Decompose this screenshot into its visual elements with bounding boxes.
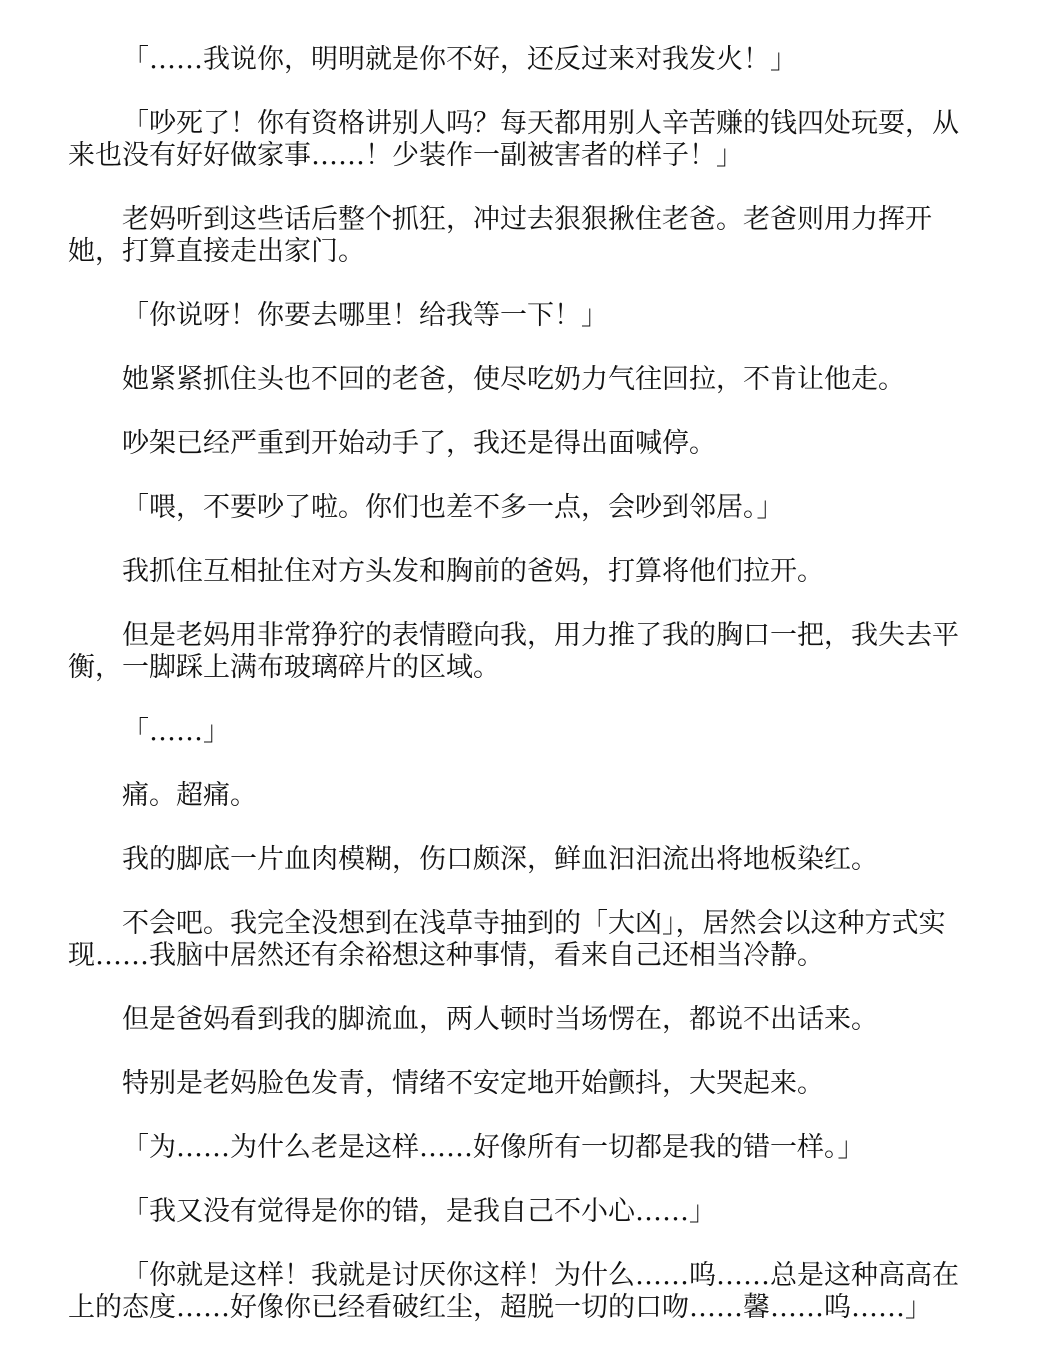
paragraph: 「我又没有觉得是你的错，是我自己不小心……」 xyxy=(122,1196,716,1227)
paragraph: 吵架已经严重到开始动手了，我还是得出面喊停。 xyxy=(122,428,716,459)
paragraph: 她紧紧抓住头也不回的老爸，使尽吃奶力气往回拉，不肯让他走。 xyxy=(122,364,905,395)
paragraph: 我的脚底一片血肉模糊，伤口颇深，鲜血汩汩流出将地板染红。 xyxy=(122,844,878,875)
paragraph: 我抓住互相扯住对方头发和胸前的爸妈，打算将他们拉开。 xyxy=(122,556,824,587)
paragraph: 但是爸妈看到我的脚流血，两人顿时当场愣在，都说不出话来。 xyxy=(122,1004,878,1035)
paragraph: 「喂，不要吵了啦。你们也差不多一点，会吵到邻居。」 xyxy=(122,492,784,523)
paragraph: 老妈听到这些话后整个抓狂，冲过去狠狠揪住老爸。老爸则用力挥开她，打算直接走出家门。 xyxy=(68,204,932,267)
body-text xyxy=(68,44,980,1356)
paragraph: 「吵死了！你有资格讲别人吗？每天都用别人辛苦赚的钱四处玩耍，从来也没有好好做家事……！少装作一副被害者的样子！」 xyxy=(68,108,959,171)
paragraph: 「……」 xyxy=(122,716,230,747)
paragraph: 「你说呀！你要去哪里！给我等一下！」 xyxy=(122,300,608,331)
paragraph: 但是老妈用非常狰狞的表情瞪向我，用力推了我的胸口一把，我失去平衡，一脚踩上满布玻璃碎片的区域。 xyxy=(68,620,959,683)
paragraph: 「为……为什么老是这样……好像所有一切都是我的错一样。」 xyxy=(122,1132,865,1163)
paragraph: 痛。超痛。 xyxy=(122,780,257,811)
paragraph: 「……我说你，明明就是你不好，还反过来对我发火！」 xyxy=(122,44,797,75)
paragraph: 特别是老妈脸色发青，情绪不安定地开始颤抖，大哭起来。 xyxy=(122,1068,824,1099)
paragraph: 「你就是这样！我就是讨厌你这样！为什么……呜……总是这种高高在上的态度……好像你已经看破红尘，超脱一切的口吻……馨……呜……」 xyxy=(68,1260,959,1323)
paragraph: 不会吧。我完全没想到在浅草寺抽到的「大凶」，居然会以这种方式实现……我脑中居然还有余裕想这种事情，看来自己还相当冷静。 xyxy=(68,908,946,971)
